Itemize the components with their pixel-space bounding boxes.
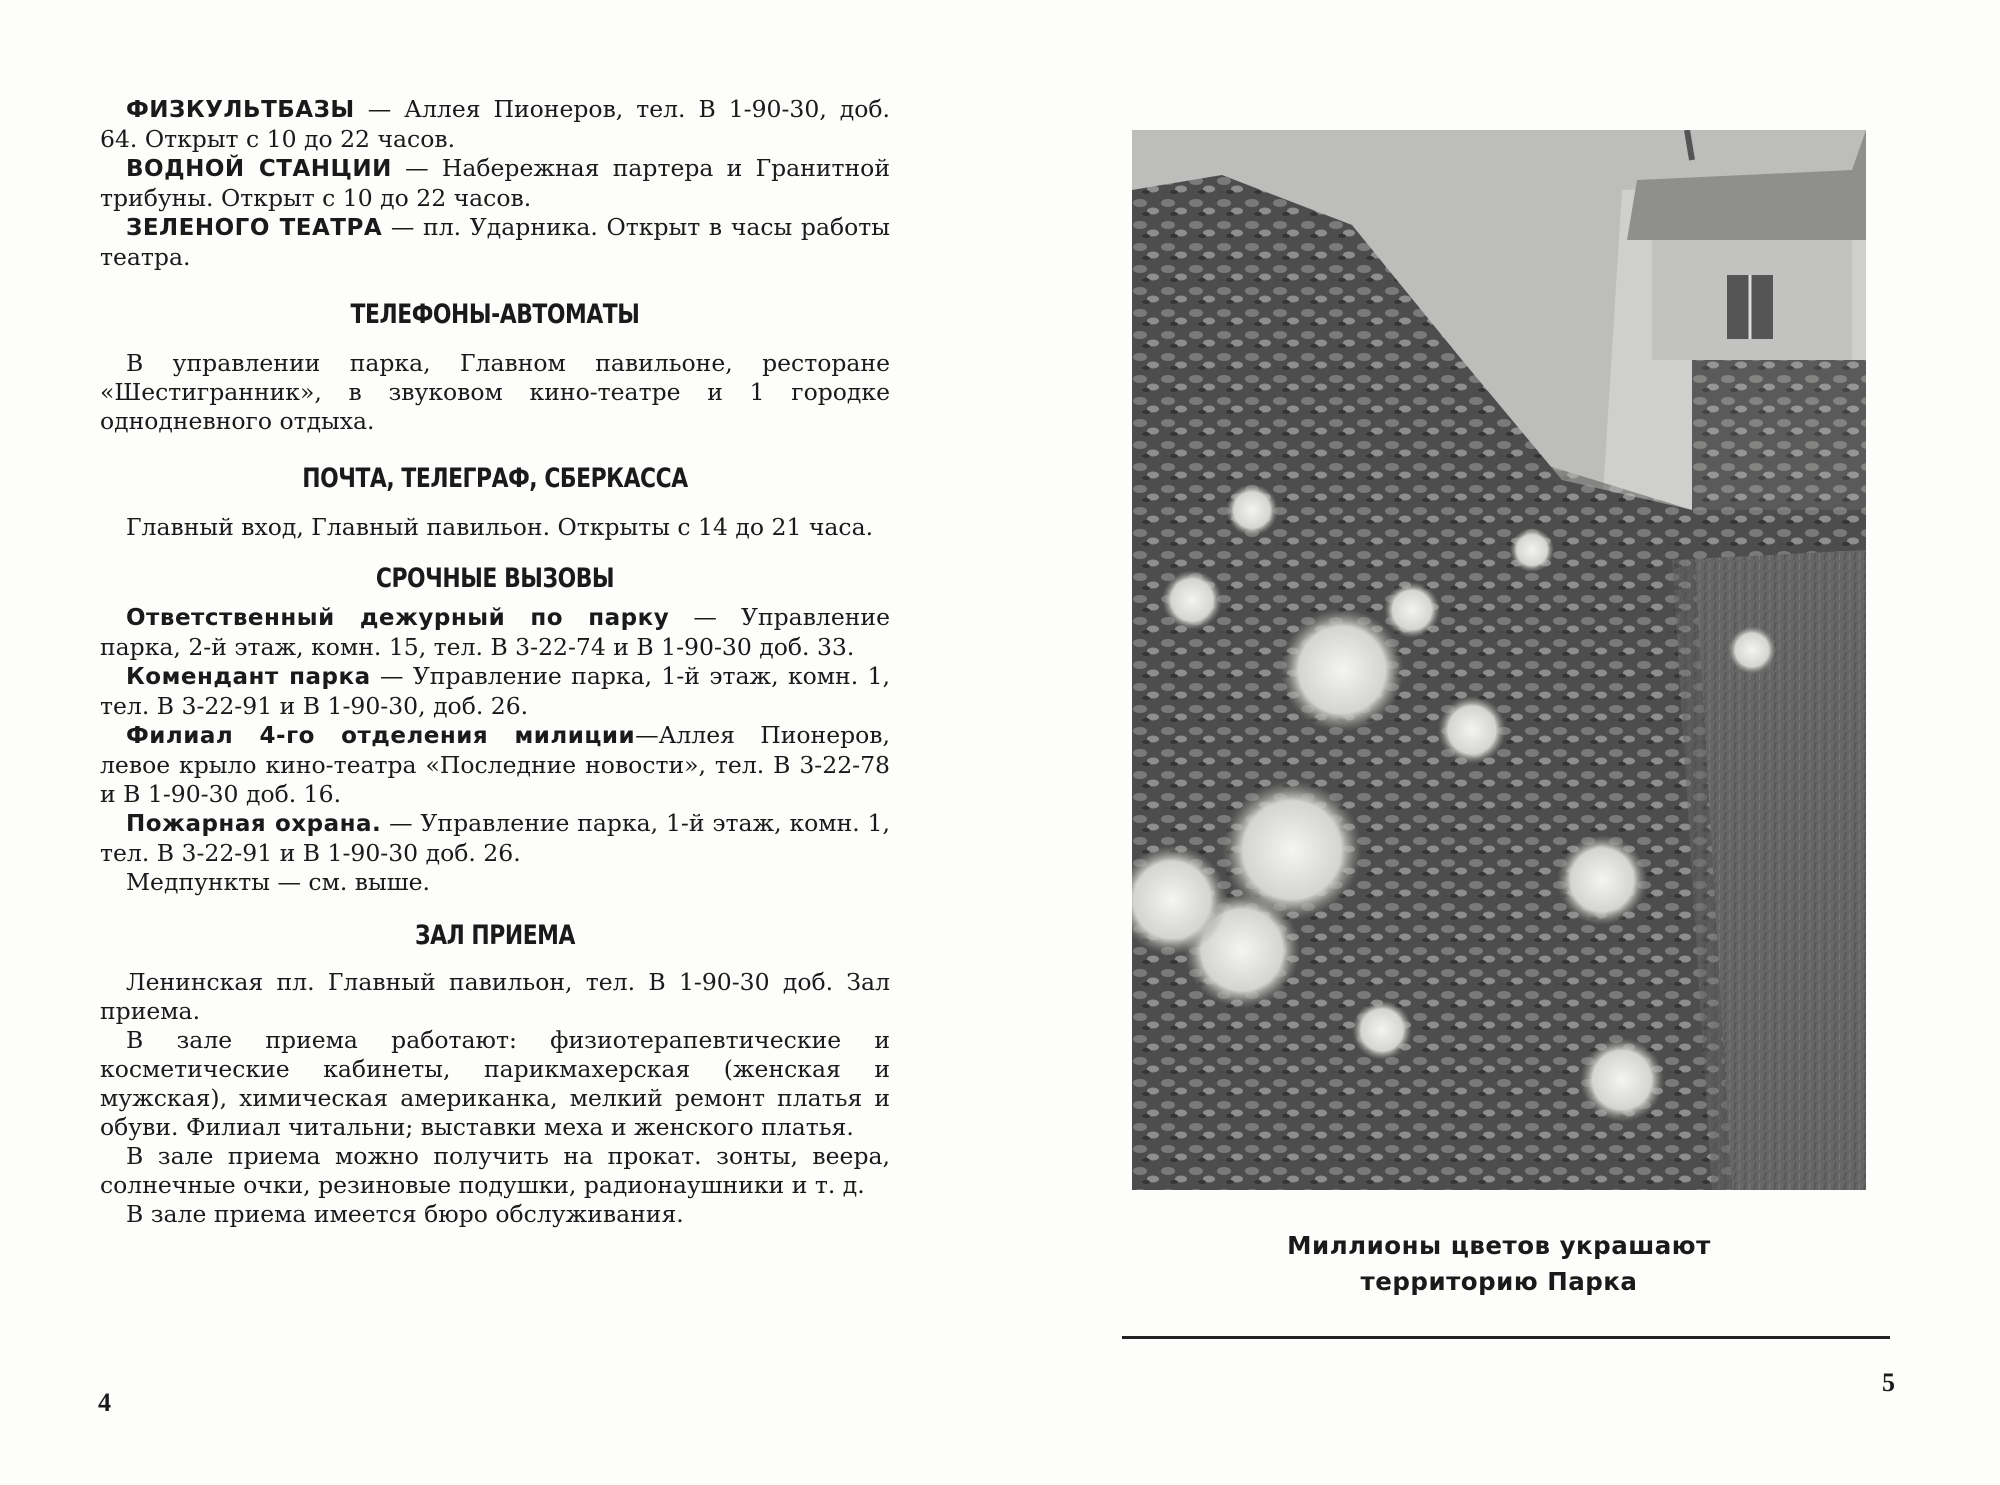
entry-commandant: Комендант парка — Управление парка, 1-й этаж, комн. 1, тел. В 3-22-91 и В 1-90-30, доб. 26.	[100, 662, 890, 720]
caption-line-1: Миллионы цветов украшают	[1287, 1231, 1711, 1260]
flowers-photo-illustration	[1132, 130, 1866, 1190]
reception-p2: В зале приема работают: физиотерапевтические и косметические кабинеты, парикмахерская (женская и мужская), химическая американка, мелкий ремонт платья и обуви. Филиал читальни; выставки меха и женского платья.	[100, 1026, 890, 1141]
entry-police: Филиал 4-го отделения милиции—Аллея Пионеров, левое крыло кино-театра «Последние новости», тел. В 3-22-78 и В 1-90-30 доб. 16.	[100, 721, 890, 808]
caption-line-2: территорию Парка	[1360, 1267, 1638, 1296]
page-number-right: 5	[1882, 1368, 1895, 1397]
post-text: Главный вход, Главный павильон. Открыты с 14 до 21 часа.	[126, 513, 874, 541]
entry-water-station: ВОДНОЙ СТАНЦИИ — Набережная партера и Гранитной трибуны. Открыт с 10 до 22 часов.	[100, 154, 890, 212]
heading-reception: ЗАЛ ПРИЕМА	[415, 920, 575, 951]
heading-post: ПОЧТА, ТЕЛЕГРАФ, СБЕРКАССА	[302, 463, 688, 494]
telephones-text: В управлении парка, Главном павильоне, ресторане «Шестигранник», в звуковом кино-театре и 1 городке однодневного отдыха.	[100, 349, 890, 435]
flowers-photo	[1132, 130, 1866, 1190]
medpoints-note: Медпункты — см. выше.	[126, 868, 430, 896]
heading-urgent: СРОЧНЫЕ ВЫЗОВЫ	[375, 563, 615, 594]
photo-caption	[1130, 1228, 1868, 1300]
heading-telephones: ТЕЛЕФОНЫ-АВТОМАТЫ	[350, 299, 640, 330]
entry-fire: Пожарная охрана. — Управление парка, 1-й этаж, комн. 1, тел. В 3-22-91 и В 1-90-30 доб. 26.	[100, 809, 890, 867]
reception-p3: В зале приема можно получить на прокат. зонты, веера, солнечные очки, резиновые подушки, радионаушники и т. д.	[100, 1142, 890, 1199]
entry-sports-base: ФИЗКУЛЬТБАЗЫ — Аллея Пионеров, тел. В 1-90-30, доб. 64. Открыт с 10 до 22 часов.	[100, 95, 890, 153]
reception-p1: Ленинская пл. Главный павильон, тел. В 1-90-30 доб. Зал приема.	[100, 968, 890, 1025]
entry-duty-officer: Ответственный дежурный по парку — Управление парка, 2-й этаж, комн. 15, тел. В 3-22-74 и В 1-90-30 доб. 33.	[100, 603, 890, 661]
caption-divider	[1122, 1336, 1890, 1339]
reception-p4: В зале приема имеется бюро обслуживания.	[126, 1200, 684, 1228]
page-number-left: 4	[98, 1388, 111, 1417]
entry-green-theatre: ЗЕЛЕНОГО ТЕАТРА — пл. Ударника. Открыт в часы работы театра.	[100, 213, 890, 271]
left-page	[100, 95, 890, 1229]
